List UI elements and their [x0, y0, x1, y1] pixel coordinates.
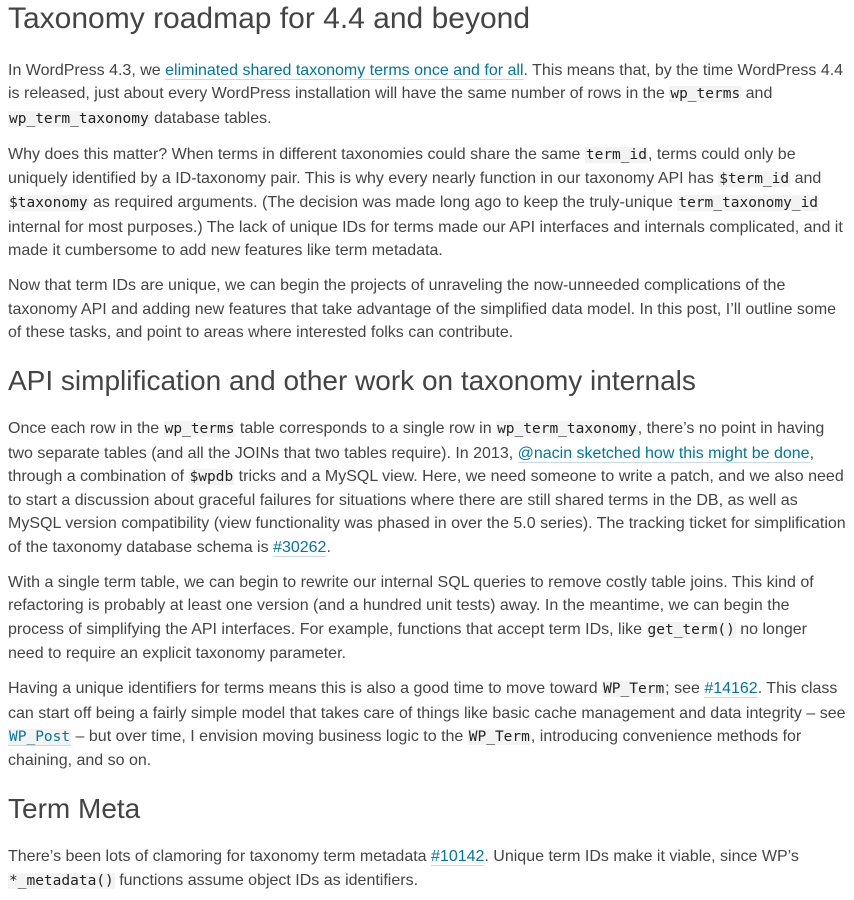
code-metadata-functions: *_metadata() — [9, 872, 114, 889]
link-nacin-sketch[interactable]: @nacin sketched how this might be done — [517, 444, 810, 462]
code-term-id: term_id — [585, 146, 647, 163]
text: and — [790, 170, 822, 188]
text: Once each row in the — [8, 420, 164, 438]
text: . This class can start off being a fairly simple model that takes care of things like basic cache management and data integrity – see — [8, 680, 846, 722]
code-term-taxonomy-id: term_taxonomy_id — [678, 195, 819, 212]
text: and — [741, 85, 773, 103]
code-wp-term-taxonomy: wp_term_taxonomy — [9, 110, 149, 127]
text: as required arguments. (The decision was made long ago to keep the truly-unique — [88, 194, 678, 212]
text: tricks and a MySQL view. Here, we need someone to write a patch, and we also need to start a discussion about graceful failures for situations where there are still shared terms in the DB, as well as MySQL version compatibility (view functionality was phased in over the 5.0 series). The tracking ticket for simplification of the taxonomy database schema is — [8, 467, 846, 556]
text: database tables. — [149, 109, 272, 127]
text: , introducing convenience methods for chaining, and so on. — [8, 727, 802, 770]
code-get-term: get_term() — [647, 621, 735, 638]
text: . Unique term IDs make it viable, since WP’s — [484, 848, 799, 866]
text: Having a unique identifiers for terms means this is also a good time to move toward — [8, 680, 603, 698]
code-wp-post: WP_Post — [9, 728, 71, 745]
text: no longer need to require an explicit taxonomy parameter. — [8, 620, 807, 662]
section-heading-api: API simplification and other work on taxonomy internals — [8, 365, 696, 397]
text: There’s been lots of clamoring for taxonomy term metadata — [8, 848, 432, 866]
code-term-id-var: $term_id — [719, 171, 790, 188]
text: – but over time, I envision moving business logic to the — [71, 727, 468, 745]
text: , through a combination of — [8, 444, 815, 485]
link-ticket-14162[interactable]: #14162 — [704, 680, 758, 698]
text: In WordPress 4.3, we — [8, 62, 166, 79]
code-wp-term: WP_Term — [603, 681, 665, 698]
text: . This means that, by the time WordPress 4.4 is released, just about every WordPress installation will have the same number of rows in the — [8, 62, 844, 103]
text: , terms could only be uniquely identified by a ID-taxonomy pair. This is why every nearly function in our taxonomy API has — [8, 145, 796, 188]
text: internal for most purposes.) The lack of unique IDs for terms made our API interfaces and internals complicated, and it made it cumbersome to add new features like term metadata. — [8, 218, 843, 260]
text: With a single term table, we can begin to rewrite our internal SQL queries to remove costly table joins. This kind of refactoring is probably at least one version (and a hundred unit tests) away. In the meantime, we can begin the process of simplifying the API interfaces. For example, functions that accept term IDs, like — [8, 574, 814, 638]
api-paragraph-3 — [8, 677, 846, 772]
api-paragraph-2 — [8, 571, 846, 665]
section-heading-term-meta: Term Meta — [8, 793, 141, 825]
link-eliminated-shared-terms[interactable]: eliminated shared taxonomy terms once and for all — [165, 62, 524, 79]
text: . — [326, 538, 331, 556]
page-title: Taxonomy roadmap for 4.4 and beyond — [8, 2, 530, 35]
link-ticket-10142[interactable]: #10142 — [431, 848, 485, 866]
text: table corresponds to a single row in — [235, 420, 497, 438]
code-wp-terms: wp_terms — [164, 421, 235, 438]
text: Why does this matter? When terms in different taxonomies could share the same — [8, 145, 585, 163]
intro-paragraph-2 — [8, 143, 846, 262]
code-wpdb: $wpdb — [189, 468, 234, 485]
link-ticket-30262[interactable]: #30262 — [273, 538, 327, 556]
meta-paragraph-1 — [8, 845, 846, 893]
text: , there’s no point in having two separate tables (and all the JOINs that two tables require). In 2013, — [8, 420, 825, 462]
text: functions assume object IDs as identifiers. — [114, 871, 419, 889]
link-wp-post[interactable] — [8, 728, 71, 746]
code-wp-term-taxonomy: wp_term_taxonomy — [497, 421, 637, 438]
text: ; see — [665, 680, 705, 698]
code-taxonomy-var: $taxonomy — [9, 195, 88, 212]
intro-paragraph-1 — [8, 59, 846, 131]
code-wp-terms: wp_terms — [670, 86, 741, 103]
api-paragraph-1 — [8, 417, 846, 559]
code-wp-term: WP_Term — [468, 728, 530, 745]
intro-paragraph-3: Now that term IDs are unique, we can begin the projects of unraveling the now-unneeded complications of the taxonomy API and adding new features that take advantage of the simplified data model. In this post, I’ll outline some of these tasks, and point to areas where interested folks can contribute. — [8, 277, 837, 341]
